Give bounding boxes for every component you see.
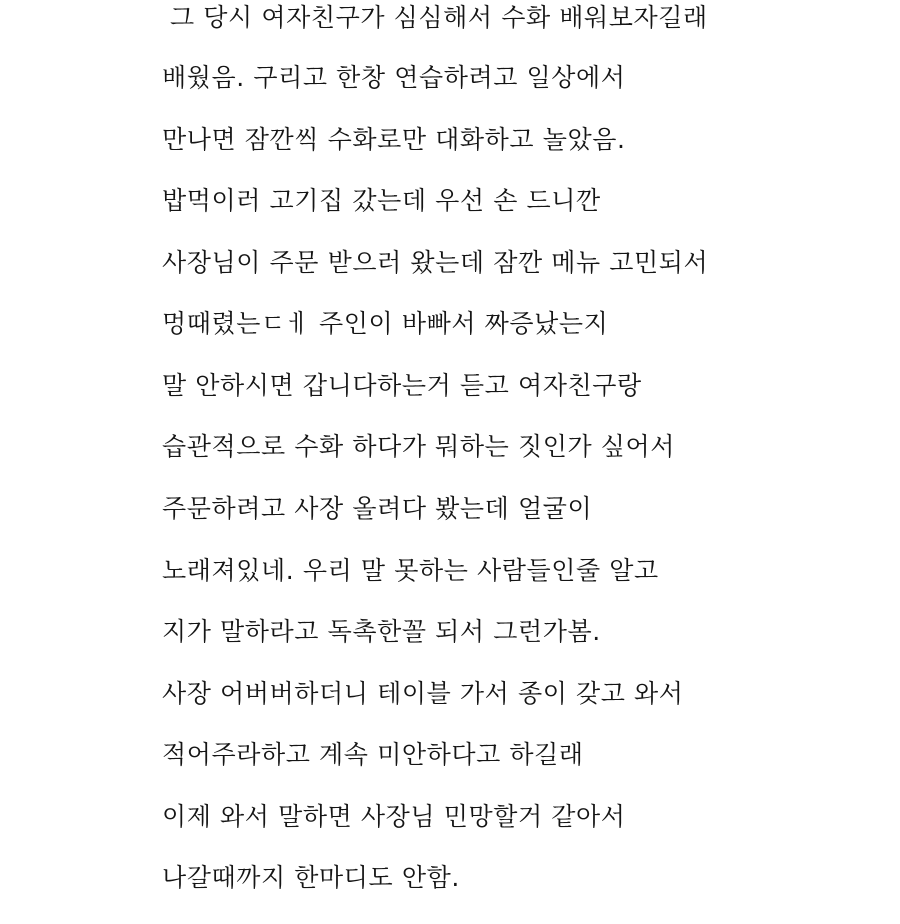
text-line: 이제 와서 말하면 사장님 민망할거 같아서 bbox=[162, 802, 626, 831]
text-line: 배웠음. 구리고 한창 연습하려고 일상에서 bbox=[162, 63, 626, 92]
text-line: 만나면 잠깐씩 수화로만 대화하고 놀았음. bbox=[162, 125, 626, 154]
text-line: 멍때렸는ㄷㅔ 주인이 바빠서 짜증났는지 bbox=[162, 309, 609, 338]
text-line: 그 당시 여자친구가 심심해서 수화 배워보자길래 bbox=[170, 3, 708, 32]
text-line: 적어주라하고 계속 미안하다고 하길래 bbox=[162, 740, 584, 769]
text-line: 밥먹이러 고기집 갔는데 우선 손 드니깐 bbox=[162, 186, 601, 215]
text-line: 지가 말하라고 독촉한꼴 되서 그런가봄. bbox=[162, 617, 601, 646]
text-line: 주문하려고 사장 올려다 봤는데 얼굴이 bbox=[162, 494, 593, 523]
text-line: 사장님이 주문 받으러 왔는데 잠깐 메뉴 고민되서 bbox=[162, 248, 709, 277]
text-line: 사장 어버버하더니 테이블 가서 종이 갖고 와서 bbox=[162, 679, 684, 708]
text-line: 노래져있네. 우리 말 못하는 사람들인줄 알고 bbox=[162, 556, 659, 585]
text-line: 나갈때까지 한마디도 안함. bbox=[162, 863, 460, 892]
text-line: 습관적으로 수화 하다가 뭐하는 짓인가 싶어서 bbox=[162, 432, 675, 461]
text-line: 말 안하시면 갑니다하는거 듣고 여자친구랑 bbox=[162, 371, 642, 400]
